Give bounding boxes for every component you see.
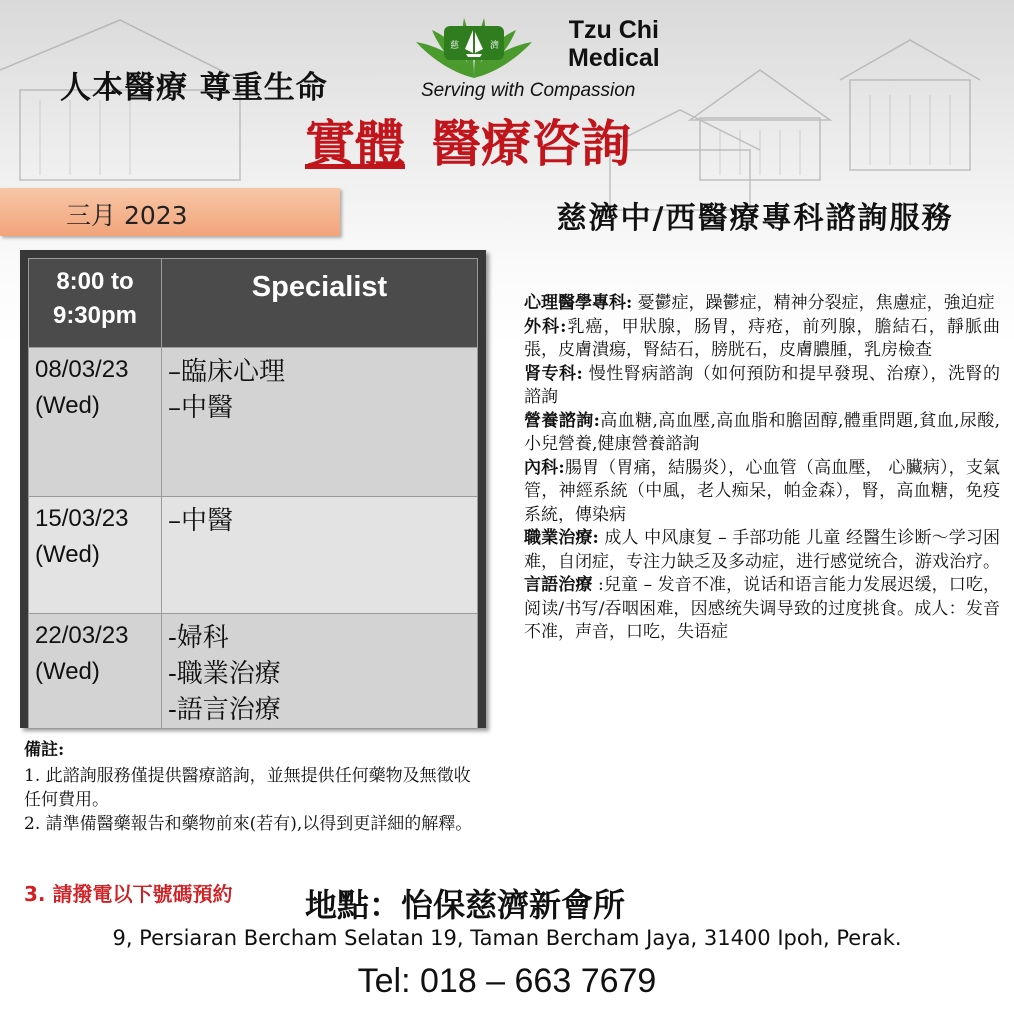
services-list	[524, 292, 1000, 645]
schedule-header-date: 8:00 to 9:30pm	[29, 259, 162, 348]
schedule-table	[28, 258, 478, 729]
specialist-item: –臨床心理	[168, 357, 286, 387]
service-item	[524, 457, 1000, 528]
schedule-specialists	[162, 497, 478, 614]
service-item	[524, 292, 1000, 316]
table-row	[29, 497, 478, 614]
booking-note: 3. 請撥電以下號碼預約	[24, 882, 233, 906]
page-title	[305, 104, 631, 176]
address: 9, Persiaran Bercham Selatan 19, Taman Bercham Jaya, 31400 Ipoh, Perak.	[112, 926, 902, 950]
service-item	[524, 363, 1000, 410]
service-text: :兒童 – 发音不准，说话和语言能力发展迟缓，口吃，阅读/书写/吞咽困难，因感统失调导致的过度挑食。成人：发音不准，声音，口吃，失语症	[524, 575, 1000, 642]
slogan: Serving with Compassion	[421, 80, 636, 101]
tzu-chi-lotus-logo-icon	[410, 12, 538, 78]
schedule-date: 15/03/23 (Wed)	[29, 497, 162, 614]
service-item	[524, 527, 1000, 574]
table-row	[29, 614, 478, 729]
title-part-1: 實體	[305, 114, 405, 173]
service-label: 肾专科:	[524, 363, 583, 384]
notes-heading: 備註:	[24, 740, 65, 760]
schedule-specialists	[162, 614, 478, 729]
service-item	[524, 410, 1000, 457]
tagline: 人本醫療 尊重生命	[60, 70, 328, 106]
note-item: 2. 請準備醫藥報告和藥物前來(若有),以得到更詳細的解釋。	[24, 814, 473, 834]
service-label: 職業治療:	[524, 528, 599, 548]
svg-text:慈: 慈	[450, 41, 460, 51]
service-text: 慢性腎病諮詢（如何預防和提早發現、治療），洗腎的諮詢	[524, 363, 1000, 407]
services-title: 慈濟中/西醫療專科諮詢服務	[556, 201, 954, 236]
svg-text:濟: 濟	[490, 41, 500, 51]
schedule-date: 22/03/23 (Wed)	[29, 614, 162, 729]
month-label: 三月 2023	[66, 201, 188, 230]
schedule-table-frame	[20, 250, 486, 728]
brand-line-2: Medical	[568, 44, 660, 72]
service-label: 內科:	[524, 457, 565, 478]
service-text: 憂鬱症，躁鬱症，精神分裂症，焦慮症，強迫症	[632, 293, 995, 313]
schedule-header-specialist: Specialist	[162, 259, 478, 348]
schedule-specialists	[162, 348, 478, 497]
service-item	[524, 316, 1000, 363]
service-label: 心理醫學專科:	[524, 293, 633, 313]
brand-name	[568, 16, 660, 72]
service-text: 乳癌，甲狀腺，肠胃，痔疮，前列腺，膽結石，靜脈曲張，皮膚潰瘍，腎結石，膀胱石，皮膚膿腫，乳房檢查	[524, 316, 1001, 360]
brand-line-1: Tzu Chi	[568, 16, 659, 44]
specialist-item: –中醫	[168, 506, 234, 536]
service-item	[524, 574, 1000, 645]
table-row	[29, 348, 478, 497]
service-text: 高血糖,高血壓,高血脂和膽固醇,體重問題,貧血,尿酸,小兒營養,健康營養諮詢	[524, 410, 1001, 454]
specialist-item: -婦科	[168, 623, 229, 653]
specialist-item: -語言治療	[168, 695, 281, 725]
telephone: Tel: 018 – 663 7679	[357, 962, 657, 1000]
service-text: 成人 中风康复 – 手部功能 儿童 经醫生诊断～学习困难，自闭症，专注力缺乏及多动症，进行感觉统合，游戏治疗。	[524, 528, 1001, 572]
service-label: 營養諮詢:	[524, 410, 600, 431]
service-label: 言語治療	[524, 575, 593, 595]
schedule-date: 08/03/23 (Wed)	[29, 348, 162, 497]
location: 地點：怡保慈濟新會所	[305, 886, 626, 924]
title-part-2: 醫療咨詢	[431, 114, 631, 173]
service-text: 腸胃（胃痛，結腸炎），心血管（高血壓， 心臟病），支氣管，神經系統（中風，老人痴呆，帕金森），腎，高血糖，免疫系統，傳染病	[524, 457, 1001, 525]
specialist-item: -職業治療	[168, 659, 281, 689]
specialist-item: –中醫	[168, 393, 234, 423]
note-item: 1. 此諮詢服務僅提供醫療諮詢，並無提供任何藥物及無徵收任何費用。	[24, 766, 471, 810]
month-banner	[0, 188, 340, 236]
notes-section	[24, 738, 484, 836]
service-label: 外科:	[524, 316, 567, 337]
